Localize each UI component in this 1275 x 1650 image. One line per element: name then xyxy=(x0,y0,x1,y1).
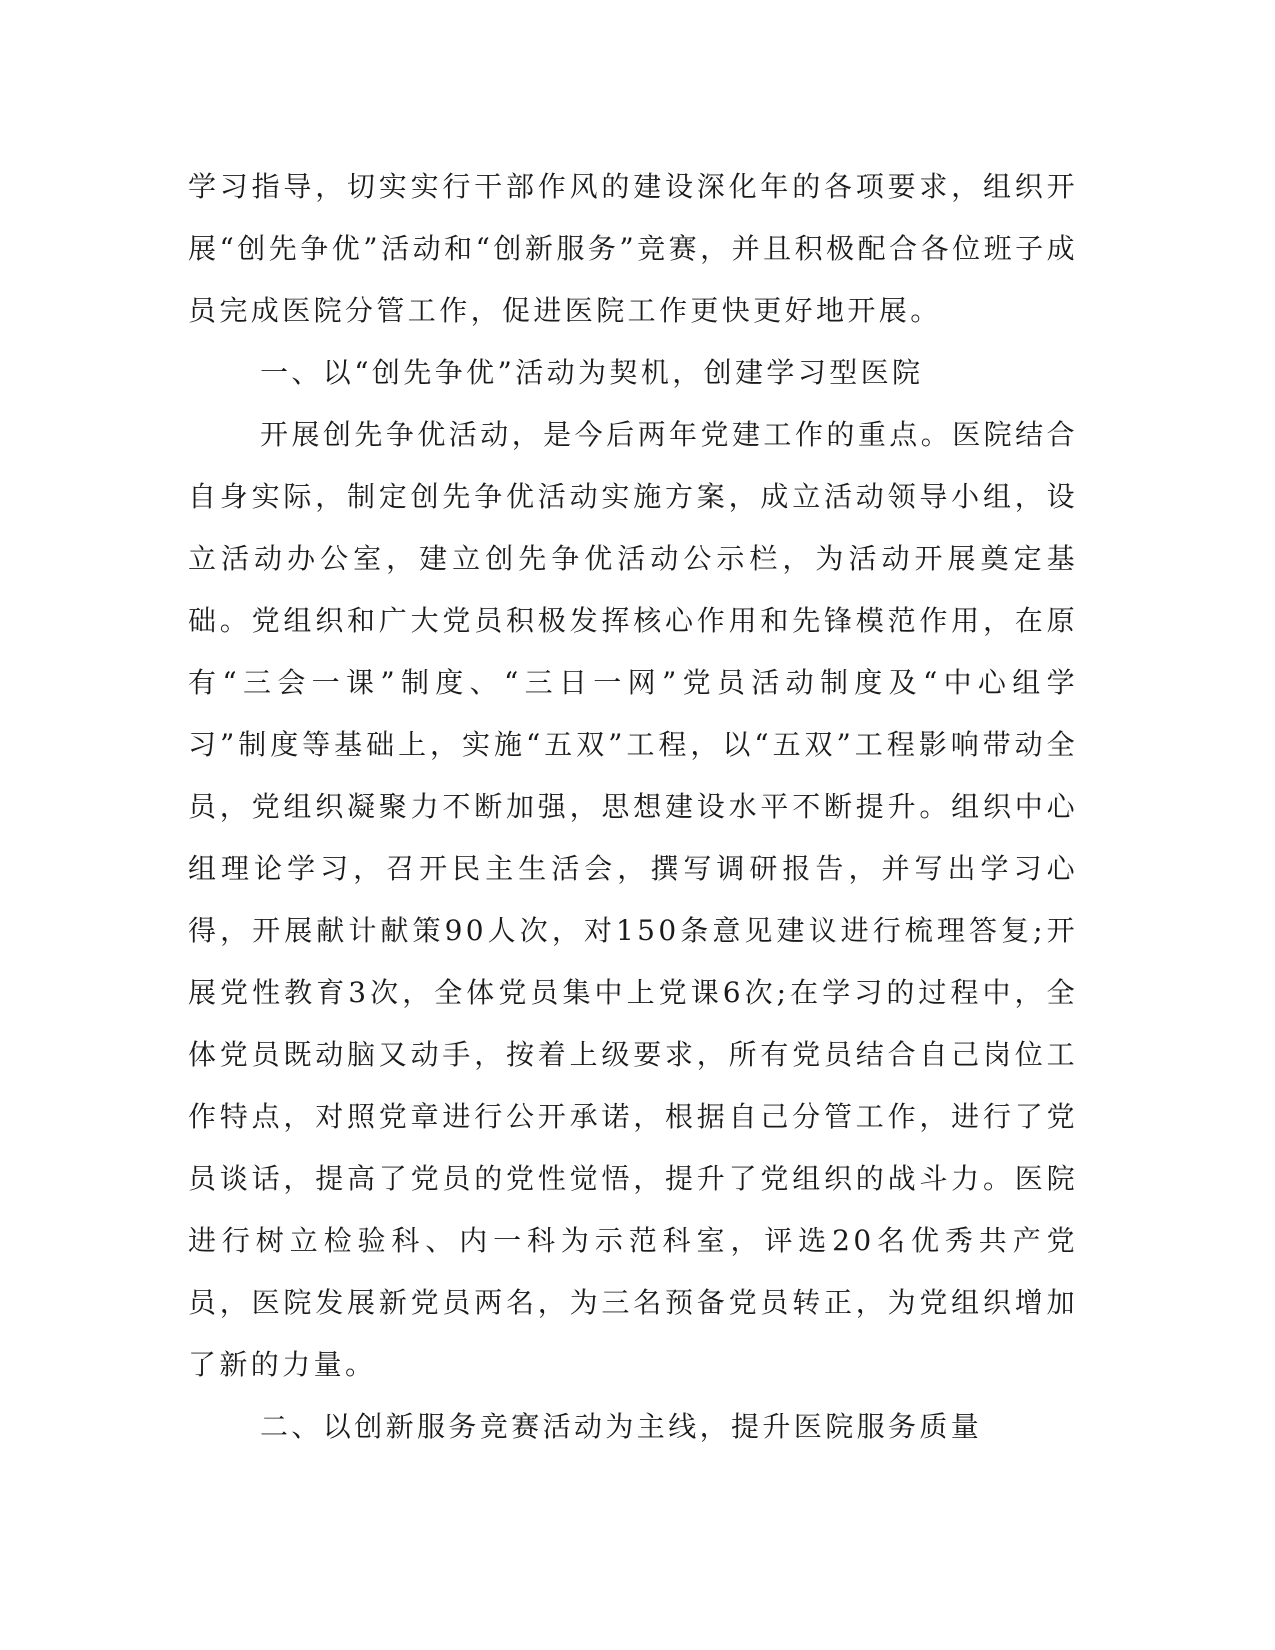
intro-paragraph: 学习指导，切实实行干部作风的建设深化年的各项要求，组织开展“创先争优”活动和“创新服务”竞赛，并且积极配合各位班子成员完成医院分管工作，促进医院工作更快更好地开展。 xyxy=(188,170,1078,327)
document-body xyxy=(188,156,1078,1458)
section-heading-1: 一、以“创先争优”活动为契机，创建学习型医院 xyxy=(260,356,924,389)
section-1-paragraph: 开展创先争优活动，是今后两年党建工作的重点。医院结合自身实际，制定创先争优活动实施方案，成立活动领导小组，设立活动办公室，建立创先争优活动公示栏，为活动开展奠定基础。党组织和广大党员积极发挥核心作用和先锋模范作用，在原有“三会一课”制度、“三日一网”党员活动制度及“中心组学习”制度等基础上，实施“五双”工程，以“五双”工程影响带动全员，党组织凝聚力不断加强，思想建设水平不断提升。组织中心组理论学习，召开民主生活会，撰写调研报告，并写出学习心得，开展献计献策90人次，对150条意见建议进行梳理答复;开展党性教育3次，全体党员集中上党课6次;在学习的过程中，全体党员既动脑又动手，按着上级要求，所有党员结合自己岗位工作特点，对照党章进行公开承诺，根据自己分管工作，进行了党员谈话，提高了党员的党性觉悟，提升了党组织的战斗力。医院进行树立检验科、内一科为示范科室，评选20名优秀共产党员，医院发展新党员两名，为三名预备党员转正，为党组织增加了新的力量。 xyxy=(188,418,1078,1381)
section-heading-2: 二、以创新服务竞赛活动为主线，提升医院服务质量 xyxy=(260,1410,983,1443)
